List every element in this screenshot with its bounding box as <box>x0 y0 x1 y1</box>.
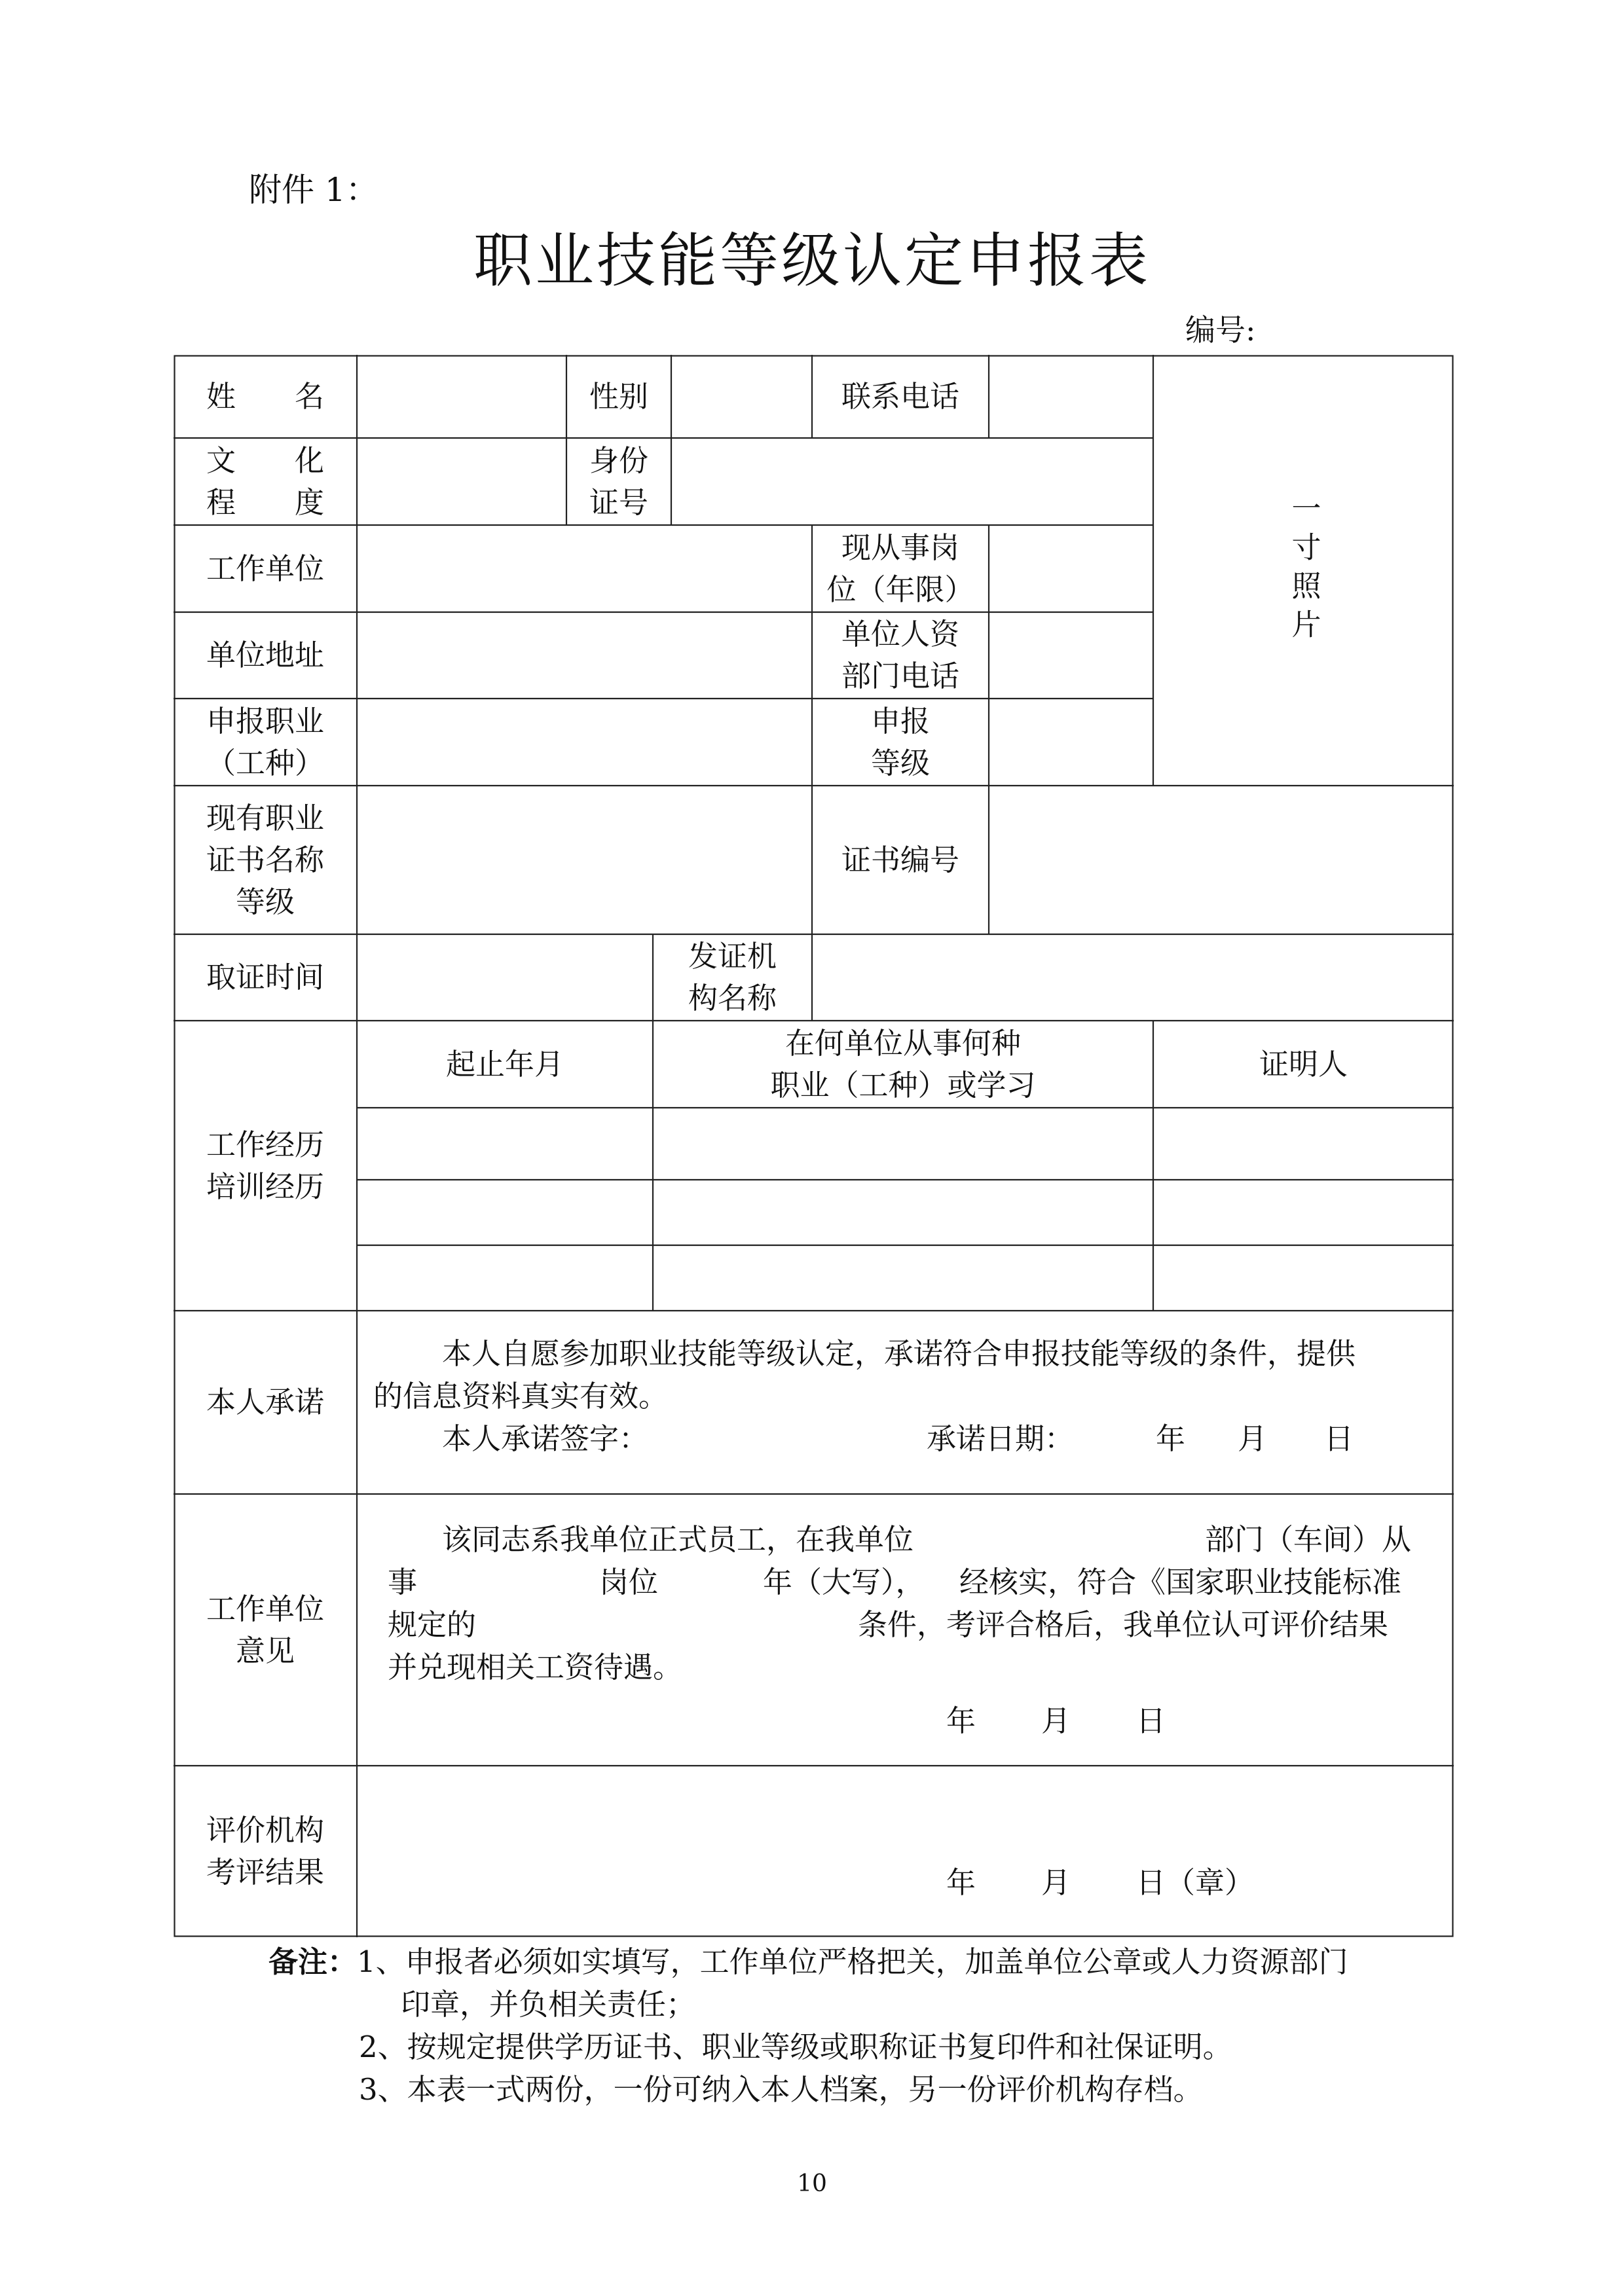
application-form-table <box>174 355 1454 1937</box>
history-work-1[interactable] <box>653 1108 1153 1180</box>
gender-label: 性别 <box>589 378 648 414</box>
serial-number-label: 编号: <box>1185 312 1256 348</box>
history-col-witness: 证明人 <box>1259 1046 1348 1082</box>
history-witness-3[interactable] <box>1153 1245 1454 1311</box>
certificate-number-field[interactable] <box>989 786 1454 934</box>
name-label: 姓 名 <box>206 378 324 414</box>
page-number: 10 <box>797 2170 827 2197</box>
id-number-label: 身份 证号 <box>589 443 648 520</box>
photo-box[interactable] <box>1153 355 1454 786</box>
occupation-field[interactable] <box>357 699 812 786</box>
history-period-2[interactable] <box>357 1180 653 1245</box>
opinion-line2-c: 年（大写）， <box>763 1565 925 1599</box>
history-work-2[interactable] <box>653 1180 1153 1245</box>
note-3: 3、本表一式两份，一份可纳入本人档案，另一份评价机构存档。 <box>359 2072 1203 2107</box>
opinion-line3-a: 规定的 <box>388 1607 477 1642</box>
opinion-line1-start: 该同志系我单位正式员工，在我单位 <box>442 1522 914 1557</box>
opinion-line1-end: 部门（车间）从 <box>1205 1522 1412 1557</box>
employer-opinion-label: 工作单位 意见 <box>206 1591 324 1668</box>
issuer-field[interactable] <box>812 934 1454 1021</box>
education-label: 文 化 程 度 <box>206 443 324 520</box>
certificate-date-label: 取证时间 <box>206 960 324 994</box>
attachment-label: 附件 1： <box>249 171 378 209</box>
address-field[interactable] <box>357 612 812 699</box>
pledge-text-line2: 的信息资料真实有效。 <box>373 1379 669 1413</box>
hr-phone-field[interactable] <box>989 612 1153 699</box>
pledge-month: 月 <box>1238 1421 1268 1456</box>
evaluation-result-label: 评价机构 考评结果 <box>206 1813 324 1889</box>
education-field[interactable] <box>357 438 566 525</box>
form-title: 职业技能等级认定申报表 <box>473 227 1151 295</box>
phone-field[interactable] <box>989 355 1153 438</box>
note-1-line2: 印章，并负相关责任； <box>401 1987 696 2022</box>
opinion-line2-a: 事 <box>388 1565 418 1599</box>
pledge-signature-label: 本人承诺签字： <box>442 1421 649 1456</box>
opinion-line2-b: 岗位 <box>599 1565 659 1599</box>
pledge-year: 年 <box>1156 1421 1186 1456</box>
opinion-month: 月 <box>1041 1704 1071 1738</box>
opinion-line4: 并兑现相关工资待遇。 <box>388 1650 683 1685</box>
issuer-label: 发证机 构名称 <box>688 939 777 1015</box>
phone-label: 联系电话 <box>841 378 959 414</box>
occupation-label: 申报职业 （工种） <box>206 703 324 780</box>
opinion-year: 年 <box>946 1704 976 1738</box>
pledge-day: 日 <box>1324 1421 1354 1456</box>
gender-field[interactable] <box>671 355 812 438</box>
current-post-field[interactable] <box>989 525 1153 612</box>
level-field[interactable] <box>989 699 1153 786</box>
history-work-3[interactable] <box>653 1245 1153 1311</box>
note-2: 2、按规定提供学历证书、职业等级或职称证书复印件和社保证明。 <box>359 2030 1232 2064</box>
opinion-line3-b: 条件，考评合格后，我单位认可评价结果 <box>858 1607 1389 1642</box>
pledge-date-label: 承诺日期： <box>927 1421 1075 1456</box>
history-label: 工作经历 培训经历 <box>206 1127 324 1204</box>
certificate-number-label: 证书编号 <box>841 842 959 877</box>
level-label: 申报 等级 <box>870 703 930 780</box>
certificate-date-field[interactable] <box>357 934 653 1021</box>
history-witness-2[interactable] <box>1153 1180 1454 1245</box>
note-1-line1: 1、申报者必须如实填写，工作单位严格把关，加盖单位公章或人力资源部门 <box>357 1944 1348 1979</box>
certificate-field[interactable] <box>357 786 812 934</box>
notes-label: 备注： <box>268 1944 358 1979</box>
photo-label: 一寸照片 <box>1286 493 1321 647</box>
address-label: 单位地址 <box>206 638 324 672</box>
employer-field[interactable] <box>357 525 812 612</box>
history-period-1[interactable] <box>357 1108 653 1180</box>
current-post-label: 现从事岗 位（年限） <box>826 530 974 607</box>
name-field[interactable] <box>357 355 566 438</box>
history-col-period: 起止年月 <box>445 1046 564 1082</box>
id-number-field[interactable] <box>671 438 1153 525</box>
evaluation-year: 年 <box>946 1865 976 1900</box>
history-col-work: 在何单位从事何种 职业（工种）或学习 <box>770 1025 1036 1102</box>
pledge-label: 本人承诺 <box>206 1385 324 1419</box>
history-witness-1[interactable] <box>1153 1108 1454 1180</box>
opinion-day: 日 <box>1136 1704 1166 1738</box>
evaluation-day-seal: 日（章） <box>1136 1865 1255 1900</box>
pledge-text-line1: 本人自愿参加职业技能等级认定，承诺符合申报技能等级的条件，提供 <box>442 1336 1356 1371</box>
employer-label: 工作单位 <box>206 551 324 586</box>
history-period-3[interactable] <box>357 1245 653 1311</box>
opinion-line2-d: 经核实，符合《国家职业技能标准 <box>959 1565 1402 1599</box>
certificate-label: 现有职业 证书名称 等级 <box>206 800 324 919</box>
hr-phone-label: 单位人资 部门电话 <box>841 617 959 693</box>
evaluation-month: 月 <box>1041 1865 1071 1900</box>
